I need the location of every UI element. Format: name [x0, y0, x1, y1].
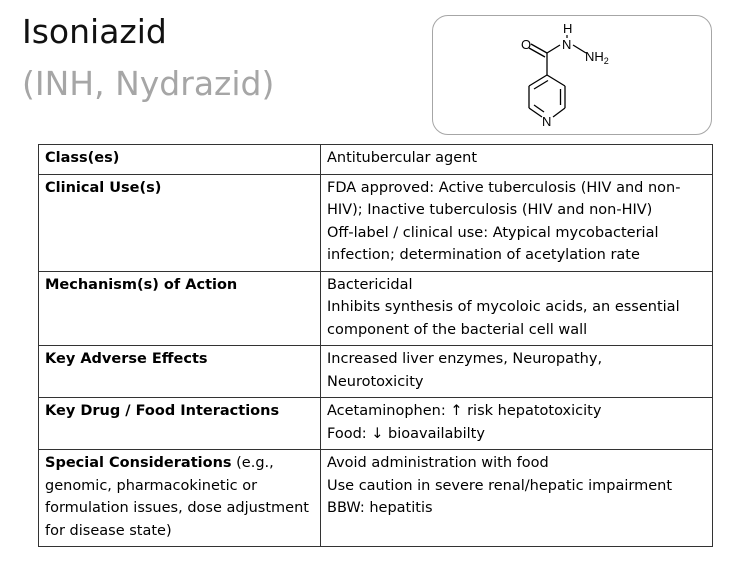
isoniazid-structure-diagram	[433, 16, 713, 136]
row-value-line: Inhibits synthesis of mycoloic acids, an essential	[327, 299, 680, 315]
row-label-note: (e.g., genomic, pharmacokinetic or formulation issues, dose adjustment for disease state)	[45, 455, 309, 539]
chemical-structure-panel	[432, 15, 712, 135]
row-value-line: Neurotoxicity	[327, 373, 424, 390]
row-value-line: Bactericidal	[327, 276, 413, 293]
row-label-cell	[39, 145, 321, 175]
row-label: Key Adverse Effects	[45, 351, 208, 367]
table-row	[39, 398, 713, 450]
ring-nitrogen-label: N	[542, 114, 552, 129]
amine-group-label: $NH_2$	[585, 49, 609, 66]
row-label-cell	[39, 450, 321, 547]
row-label-cell	[39, 271, 321, 346]
row-label: Key Drug / Food Interactions	[45, 403, 280, 419]
row-label-cell	[39, 346, 321, 398]
row-label-cell	[39, 398, 321, 450]
page-title: Isoniazid	[22, 12, 167, 51]
row-label: Special Considerations	[45, 455, 232, 471]
row-label: Mechanism(s) of Action	[45, 276, 238, 293]
row-value-line: Food: ↓ bioavailabilty	[327, 425, 485, 442]
row-value-line: Off-label / clinical use: Atypical mycobacterial	[327, 224, 659, 241]
table-row	[39, 174, 713, 271]
row-value-cell	[321, 145, 713, 175]
row-label: Clinical Use(s)	[45, 179, 162, 196]
row-value-line: BBW: hepatitis	[327, 500, 433, 516]
table-row	[39, 450, 713, 547]
row-value-line: Increased liver enzymes, Neuropathy,	[327, 351, 603, 367]
row-value-cell	[321, 271, 713, 346]
page-subtitle: (INH, Nydrazid)	[22, 64, 275, 103]
row-value-line: Use caution in severe renal/hepatic impairment	[327, 477, 673, 494]
row-value-line: HIV); Inactive tuberculosis (HIV and non-HIV)	[327, 202, 653, 218]
drug-info-table-body	[39, 145, 713, 547]
pyridine-ring	[529, 75, 565, 117]
row-label-cell	[39, 174, 321, 271]
row-value-cell	[321, 398, 713, 450]
hydrazide-chain	[529, 44, 586, 75]
row-value-line: Antitubercular agent	[327, 150, 477, 166]
oxygen-atom-label: O	[521, 37, 532, 52]
row-value-line: Avoid administration with food	[327, 455, 549, 471]
hydrazide-nitrogen-label: N	[562, 37, 572, 52]
hydrogen-atom-label: H	[563, 21, 573, 36]
row-value-line: FDA approved: Active tuberculosis (HIV and non-	[327, 179, 681, 196]
drug-info-table	[38, 144, 713, 547]
table-row	[39, 346, 713, 398]
row-value-line: infection; determination of acetylation rate	[327, 247, 640, 263]
row-value-line: Acetaminophen: ↑ risk hepatotoxicity	[327, 403, 602, 419]
row-value-cell	[321, 346, 713, 398]
row-label: Class(es)	[45, 150, 120, 166]
row-value-cell	[321, 450, 713, 547]
row-value-cell	[321, 174, 713, 271]
table-row	[39, 145, 713, 175]
table-row	[39, 271, 713, 346]
row-value-line: component of the bacterial cell wall	[327, 321, 588, 338]
